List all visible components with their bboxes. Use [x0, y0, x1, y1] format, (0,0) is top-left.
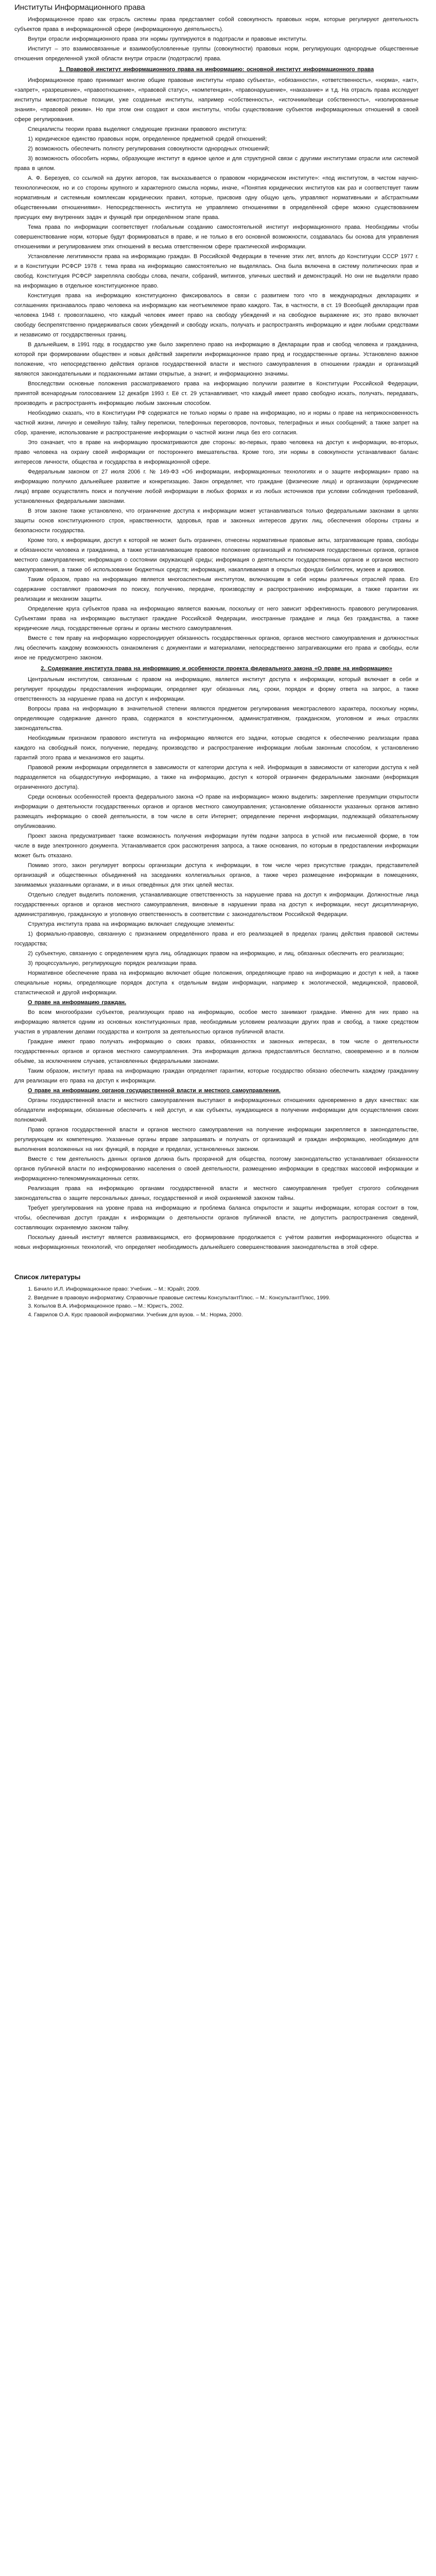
paragraph: В этом законе также установлено, что ограничение доступа к информации может устанавливаться только федеральными законами в целях защиты основ конституционного строя, нравственности, здоровья, прав и законных интересов других лиц, обеспечения обороны страны и безопасности государства.: [14, 508, 418, 534]
section-heading: 2. Содержание института права на информацию и особенности проекта федерального закона «О праве на информацию»: [41, 666, 392, 672]
paragraph: Это означает, что в праве на информацию просматриваются две стороны: во-первых, право человека на доступ к информации, во-вторых, право человека на охрану своей информации от постороннего вмешательства. Кроме того, эти нормы в совокупности устанавливают баланс интересов личности, общества и государства в информационной сфере.: [14, 439, 418, 465]
section-heading: О праве на информацию граждан.: [28, 999, 127, 1006]
paragraph: Центральным институтом, связанным с правом на информацию, является институт доступа к информации, который включает в себя и регулирует процедуры предоставления информации, определяет круг обязанных лиц, сроки, порядок и форму ответа на запрос, а также ответственность за нарушение права на доступ к информации.: [14, 676, 418, 702]
paragraph: Информационное право как отрасль системы права представляет собой совокупность правовых норм, которые регулируют деятельность субъектов права в информационной сфере (информационную деятельность).: [14, 16, 418, 32]
paragraph: Граждане имеют право получать информацию о своих правах, обязанностях и законных интересах, в том числе о деятельности государственных органов и органов местного самоуправления. Эта информация должна предоставляться бесплатно, своевременно и в полном объёме, за исключением случаев, установленных федеральными законами.: [14, 1039, 418, 1064]
paragraph: Конституция права на информацию конституционно фиксировалось в связи с развитием того что в международных декларациях и соглашениях признавалось право человека на информацию как неотъемлемое право каждого. Так, в частности, в ст. 19 Всеобщей декларации прав человека 1948 г. провозглашено, что каждый человек имеет право на свободу убеждений и на свободное выражение их; это право включает свободу беспрепятственно придерживаться своих убеждений и свободу искать, получать и распространять информацию и идеи любыми средствами и независимо от государственных границ.: [14, 293, 418, 338]
paragraph: Таким образом, институт права на информацию граждан определяет гарантии, которые государство обязано обеспечить каждому гражданину для реализации его права на доступ к информации.: [14, 1068, 418, 1084]
paragraph: В дальнейшем, в 1991 году, в государство уже было закреплено право на информацию в Декларации прав и свобод человека и гражданина, которой при формировании обществен и новых действий закрепили информационное право пред и государственные органы. Установлено важное положение, что непосредственно действия органов государственной власти и местного самоуправления в отношении граждан и организаций являются законодательными и подзаконными актами открытые, а значит, и информационно значимы.: [14, 342, 418, 377]
paragraph: Кроме того, к информации, доступ к которой не может быть ограничен, отнесены нормативные правовые акты, затрагивающие права, свободы и обязанности человека и гражданина, а также устанавливающие правовое положение организаций и полномочия государственных органов, органов местного самоуправления; информация о состоянии окружающей среды; информация о деятельности государственных органов и органов местного самоуправления, а также об использовании бюджетных средств; информация, накапливаемая в открытых фондах библиотек, музеев и архивов.: [14, 537, 418, 573]
reference-item: 1. Бачило И.Л. Информационное право: Учебник. – М.: Юрайт, 2009.: [34, 1285, 418, 1294]
paragraph: Установление легитимности права на информацию граждан. В Российской Федерации в течение этих лет, вплоть до Конституции СССР 1977 г. и в Конституции РСФСР 1978 г. тема права на информацию самостоятельно не выделялась. Она была включена в систему политических прав и свобод. Конституция РСФСР закрепляла свободы слова, печати, собраний, митингов, уличных шествий и демонстраций. Но они не выделяли право на информацию в отдельное конституционное право.: [14, 253, 418, 289]
paragraph: Требует урегулирования на уровне права на информацию и проблема баланса открытости и защиты информации, которая состоит в том, чтобы, обеспечивая доступ граждан к информации о деятельности органов публичной власти, не допустить распространения сведений, составляющих охраняемую законом тайну.: [14, 1205, 418, 1231]
section-heading: 1. Правовой институт информационного права на информацию: основной институт информационного права: [59, 66, 374, 73]
paragraph: 2) возможность обеспечить полноту регулирования совокупности однородных отношений;: [28, 146, 270, 152]
paragraph: 2) субъектную, связанную с определением круга лиц, обладающих правом на информацию, и лиц, обязанных обеспечить его реализацию;: [28, 951, 404, 957]
paragraph: Необходимым признаком правового института на информацию являются его задачи, которые сводятся к обеспечению реализации права каждого на свободный поиск, получение, передачу, производство и распространение информации любым законным способом, к установлению гарантий этого права и механизмов его защиты.: [14, 735, 418, 761]
paragraph: Федеральным законом от 27 июля 2006 г. № 149-ФЗ «Об информации, информационных технологиях и о защите информации» право на информацию получило дальнейшее развитие и конкретизацию. Закон определяет, что граждане (физические лица) и организации (юридические лица) вправе осуществлять поиск и получение любой информации в любых формах и из любых источников при условии соблюдения требований, установленных федеральными законами.: [14, 469, 418, 504]
paragraph: Таким образом, право на информацию является многоаспектным институтом, включающим в себя нормы различных отраслей права. Его содержание составляют правомочия по поиску, получению, передаче, производству и распространению информации, а также гарантии их реализации и механизм защиты.: [14, 577, 418, 602]
paragraph: Структура института права на информацию включает следующие элементы:: [28, 921, 235, 927]
paragraph: Нормативное обеспечение права на информацию включает общие положения, определяющие право на информацию и доступ к ней, а также специальные нормы, определяющие порядок доступа к отдельным видам информации, например к экологической, медицинской, правовой, статистической и другой информации.: [14, 970, 418, 996]
paragraph: Специалисты теории права выделяют следующие признаки правового института:: [28, 126, 247, 132]
paragraph: Необходимо сказать, что в Конституции РФ содержатся не только нормы о праве на информацию, но и нормы о праве на неприкосновенность частной жизни, личную и семейную тайну, тайну переписки, телефонных переговоров, почтовых, телеграфных и иных сообщений; а также запрет на сбор, хранение, использование и распространение информации о частной жизни лица без его согласия.: [14, 410, 418, 436]
paragraph: Информационное право принимает многие общие правовые институты «право субъекта», «обязанности», «ответственность», «норма», «акт», «запрет», «разрешение», «правоотношение», «правовой статус», «компетенция», «правонарушение», «наказание» и т.д. На отрасль права исследует институты межотраслевые позиции, уже созданные институты, например «собственность», «источники/вещи собственность», «изолированные знания», «правовой режим». Но при этом они создают и свои институты, чтобы существование субъектов информационных отношений в своей сфере регулирования.: [14, 77, 418, 123]
paragraph: Во всем многообразии субъектов, реализующих право на информацию, особое место занимают граждане. Именно для них право на информацию является одним из основных конституционных прав, необходимым условием реализации других прав и свобод, а также средством участия в управлении делами государства и контроля за деятельностью органов публичной власти.: [14, 1009, 418, 1035]
paragraph: Впоследствии основные положения рассматриваемого права на информацию получили развитие в Конституции Российской Федерации, принятой всенародным голосованием 12 декабря 1993 г. Её ст. 29 устанавливает, что каждый имеет право свободно искать, получать, передавать, производить и распространять информацию любым законным способом.: [14, 381, 418, 406]
paragraph: Отдельно следует выделить положения, устанавливающие ответственность за нарушение права на доступ к информации. Должностные лица государственных органов и органов местного самоуправления, виновные в нарушении права на доступ к информации, несут дисциплинарную, административную, гражданскую и уголовную ответственность в соответствии с законодательством Российской Федерации.: [14, 892, 418, 918]
paragraph: Органы государственной власти и местного самоуправления выступают в информационных отношениях одновременно в двух качествах: как обладатели информации, обязанные обеспечить к ней доступ, и как субъекты, нуждающиеся в получении информации для осуществления своих полномочий.: [14, 1097, 418, 1123]
paragraph: Определение круга субъектов права на информацию является важным, поскольку от него зависит эффективность правового регулирования. Субъектами права на информацию выступают граждане Российской Федерации, иностранные граждане и лица без гражданства, а также юридические лица, государственные органы и органы местного самоуправления.: [14, 606, 418, 632]
reference-item: 4. Гаврилов О.А. Курс правовой информатики. Учебник для вузов. – М.: Норма, 2000.: [34, 1311, 418, 1319]
document-title: Институты Информационного права: [14, 3, 145, 12]
reference-item: 2. Введение в правовую информатику. Справочные правовые системы КонсультантПлюс. – М.: КонсультантПлюс, 1999.: [34, 1294, 418, 1302]
paragraph: Помимо этого, закон регулирует вопросы организации доступа к информации, в том числе через присутствие граждан, представителей организаций и общественных объединений на заседаниях коллегиальных органов, а также через размещение информации в помещениях, занимаемых указанными органами, и в иных отведённых для этих целей местах.: [14, 862, 418, 888]
paragraph: Вместе с тем праву на информацию корреспондирует обязанность государственных органов, органов местного самоуправления и должностных лиц обеспечить каждому возможность ознакомления с документами и материалами, непосредственно затрагивающими его права и свободы, если иное не предусмотрено законом.: [14, 635, 418, 661]
references-list: [14, 1285, 418, 1319]
paragraph: Вопросы права на информацию в значительной степени являются предметом регулирования межотраслевого характера, поскольку нормы, определяющие содержание данного права, содержатся в конституционном, административном, гражданском, уголовном и иных отраслях законодательства.: [14, 706, 418, 732]
paragraph: Тема права по информации соответствует глобальным созданию самостоятельной институт информационного права. Необходимы чтобы совершенствование норм, которые будут формироваться в праве, и не только в его основной возможности, создавалась бы основа для управления отношениями и регулированием этих отношений в весьма ответственном сфере практической информации.: [14, 224, 418, 250]
document-body: [14, 15, 418, 1252]
paragraph: Среди основных особенностей проекта федерального закона «О праве на информацию» можно выделить: закрепление презумпции открытости информации о деятельности государственных органов и органов местного самоуправления; установление обязанности указанных органов активно размещать информацию о своей деятельности, в том числе в сети Интернет; определение перечня информации, подлежащей обязательному опубликованию.: [14, 794, 418, 829]
references-heading: Список литературы: [14, 1273, 81, 1281]
document-page: [0, 0, 436, 1252]
paragraph: Право органов государственной власти и органов местного самоуправления на получение информации закрепляется в законодательстве, регулирующем их компетенцию. Указанные органы вправе запрашивать и получать от организаций и граждан информацию, необходимую для выполнения возложенных на них функций, в порядке и пределах, установленных законом.: [14, 1127, 418, 1153]
paragraph: Проект закона предусматривает также возможность получения информации путём подачи запроса в устной или письменной форме, в том числе в виде электронного документа. Устанавливается срок рассмотрения запроса, а также основания, по которым в предоставлении информации может быть отказано.: [14, 833, 418, 859]
paragraph: 1) формально-правовую, связанную с признанием определённого права и его реализацией в пределах границ действия правовой системы государства;: [14, 931, 418, 947]
paragraph: Реализация права на информацию органами государственной власти и местного самоуправления требует строгого соблюдения законодательства о защите персональных данных, государственной и иной охраняемой законом тайны.: [14, 1185, 418, 1201]
paragraph: 3) процессуальную, регулирующую порядок реализации права.: [28, 960, 198, 967]
paragraph: Вместе с тем деятельность данных органов должна быть прозрачной для общества, поэтому законодательство устанавливает обязанности органов публичной власти по информированию населения о своей деятельности, размещению информации в средствах массовой информации и информационно-телекоммуникационных сетях.: [14, 1156, 418, 1182]
paragraph: Внутри отрасли информационного права эти нормы группируются в подотрасли и правовые институты.: [28, 36, 307, 42]
paragraph: Институт – это взаимосвязанные и взаимообусловленные группы (совокупности) правовых норм, регулирующих однородные общественные отношения определенной узкой области внутри отрасли (подотрасли) права.: [14, 46, 418, 62]
section-heading: О праве на информацию органов государственной власти и местного самоуправления.: [28, 1088, 281, 1094]
paragraph: Правовой режим информации определяется в зависимости от категории доступа к ней. Информация в зависимости от категории доступа к ней подразделяется на общедоступную информацию, а также на информацию, доступ к которой ограничен федеральными законами (информация ограниченного доступа).: [14, 765, 418, 790]
paragraph: 3) возможность обособить нормы, образующие институт в единое целое и для структурной связи с другими институтами отрасли или системой права в целом.: [14, 156, 418, 172]
reference-item: 3. Копылов В.А. Информационное право. – М.: Юристъ, 2002.: [34, 1302, 418, 1311]
paragraph: Поскольку данный институт является развивающимся, его формирование продолжается с учётом развития информационного общества и новых информационных технологий, что определяет необходимость дальнейшего совершенствования законодательства в этой сфере.: [14, 1234, 418, 1250]
paragraph: А. Ф. Березуев, со ссылкой на других авторов, так высказывается о правовом «юридическом институте»: «под институтом, в чистом научно-технологическом, но и со стороны крупного и характерного смысла нормы, иначе, «Понятия юридических институтов как раз и соответствует таким нормативным и системным комплексам юридических правил, которые, присвоив одну общую цель, управляют нормативными и абстрактными общественными отношениями». Непосредственность института не управляемо отношениями в определённой сфере можно существованием присущих ему внутренних задач и функций при определённом этапе права.: [14, 175, 418, 221]
references-section: [0, 1252, 436, 1319]
paragraph: 1) юридическое единство правовых норм, определенное предметной средой отношений;: [28, 136, 267, 142]
